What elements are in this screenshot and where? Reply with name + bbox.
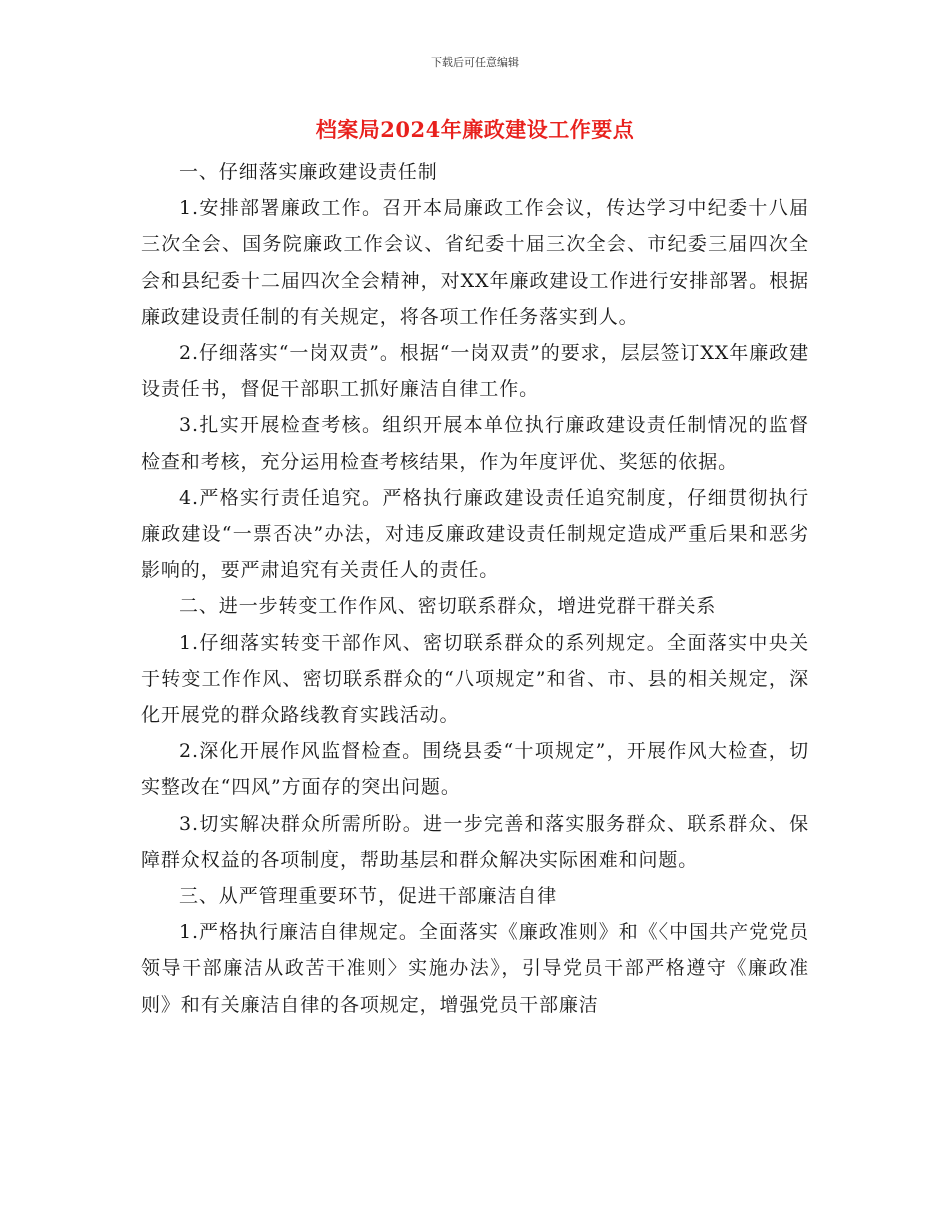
section-heading-3: 三、从严管理重要环节，促进干部廉洁自律	[179, 885, 558, 908]
paragraph: 3.切实解决群众所需所盼。进一步完善和落实服务群众、联系群众、保障群众权益的各项制度，帮助基层和群众解决实际困难和问题。	[141, 812, 809, 871]
section-heading-1: 一、仔细落实廉政建设责任制	[179, 161, 438, 183]
document-title: 档案局2024年廉政建设工作要点	[315, 117, 635, 142]
header-note: 下载后可任意编辑	[431, 56, 519, 69]
paragraph: 1.安排部署廉政工作。召开本局廉政工作会议，传达学习中纪委十八届三次全会、国务院廉政工作会议、省纪委十届三次全会、市纪委三届四次全会和县纪委十二届四次全会精神，对XX年廉政建设工作进行安排部署。根据廉政建设责任制的有关规定，将各项工作任务落实到人。	[141, 197, 809, 328]
paragraph: 1.严格执行廉洁自律规定。全面落实《廉政准则》和《〈中国共产党党员领导干部廉洁从政苦干准则〉实施办法》，引导党员干部严格遵守《廉政准则》和有关廉洁自律的各项规定，增强党员干部廉洁	[141, 921, 809, 1016]
paragraph: 2.深化开展作风监督检查。围绕县委“十项规定”，开展作风大检查，切实整改在“四风”方面存的突出问题。	[141, 740, 809, 799]
paragraph: 1.仔细落实转变干部作风、密切联系群众的系列规定。全面落实中央关于转变工作作风、密切联系群众的“八项规定”和省、市、县的相关规定，深化开展党的群众路线教育实践活动。	[141, 631, 809, 727]
paragraph: 4.严格实行责任追究。严格执行廉政建设责任追究制度，仔细贯彻执行廉政建设“一票否决”办法，对违反廉政建设责任制规定造成严重后果和恶劣影响的，要严肃追究有关责任人的责任。	[141, 486, 809, 582]
paragraph: 3.扎实开展检查考核。组织开展本单位执行廉政建设责任制情况的监督检查和考核，充分运用检查考核结果，作为年度评优、奖惩的依据。	[141, 414, 809, 473]
document-body	[141, 154, 809, 1023]
paragraph: 2.仔细落实“一岗双责”。根据“一岗双责”的要求，层层签订XX年廉政建设责任书，督促干部职工抓好廉洁自律工作。	[141, 342, 809, 401]
section-heading-2: 二、进一步转变工作作风、密切联系群众，增进党群干群关系	[179, 595, 717, 618]
